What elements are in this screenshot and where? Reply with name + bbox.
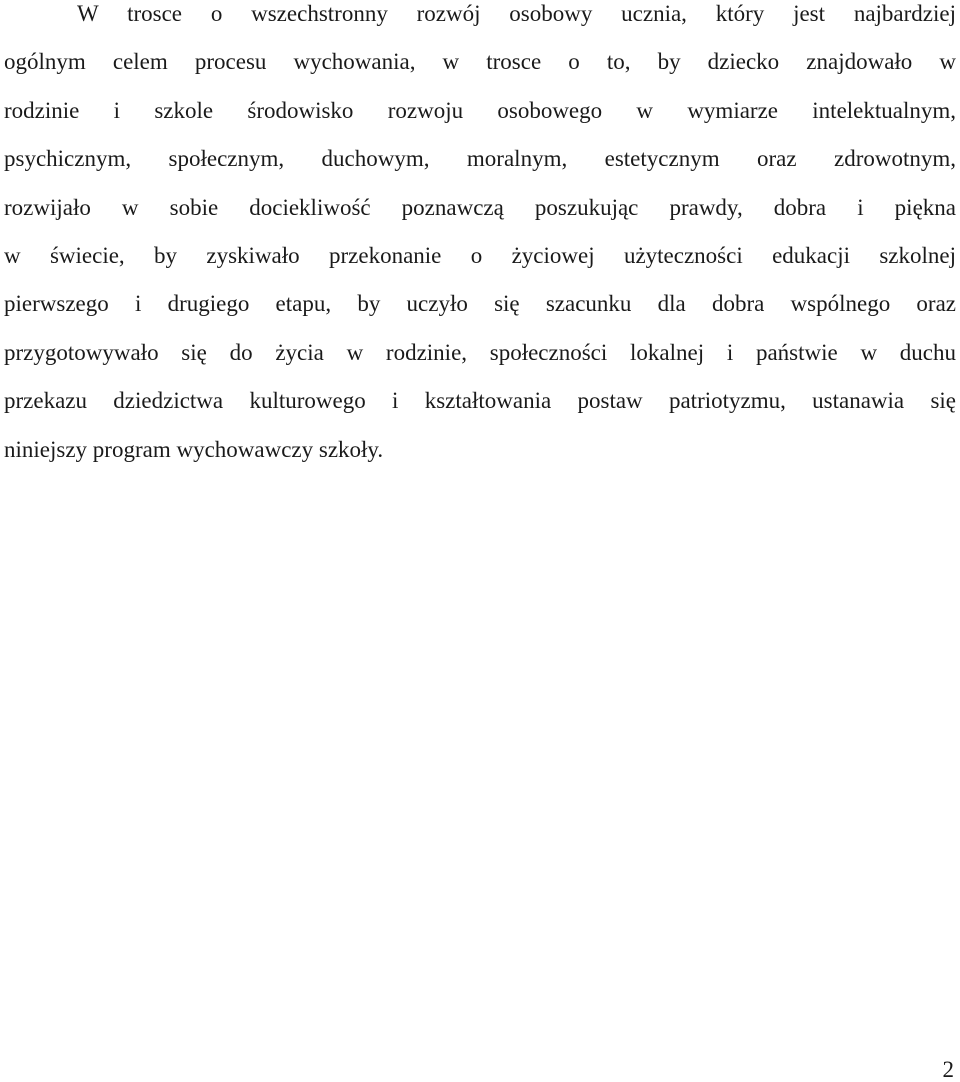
paragraph-line: przygotowywało się do życia w rodzinie, społeczności lokalnej i państwie w duchu (4, 339, 956, 365)
body-paragraph (4, 0, 956, 484)
paragraph-line: rodzinie i szkole środowisko rozwoju osobowego w wymiarze intelektualnym, (4, 97, 956, 123)
page-number: 2 (942, 1057, 954, 1082)
paragraph-line: ogólnym celem procesu wychowania, w trosce o to, by dziecko znajdowało w (4, 49, 956, 75)
paragraph-line: niniejszy program wychowawczy szkoły. (4, 436, 384, 462)
paragraph-line: w świecie, by zyskiwało przekonanie o życiowej użyteczności edukacji szkolnej (4, 242, 956, 268)
paragraph-line: przekazu dziedzictwa kulturowego i kształtowania postaw patriotyzmu, ustanawia się (4, 388, 956, 414)
paragraph-line: W trosce o wszechstronny rozwój osobowy ucznia, który jest najbardziej (77, 1, 956, 26)
paragraph-line: pierwszego i drugiego etapu, by uczyło się szacunku dla dobra wspólnego oraz (4, 291, 956, 317)
paragraph-line: rozwijało w sobie dociekliwość poznawczą poszukując prawdy, dobra i piękna (4, 194, 956, 220)
paragraph-line: psychicznym, społecznym, duchowym, moralnym, estetycznym oraz zdrowotnym, (4, 146, 956, 172)
